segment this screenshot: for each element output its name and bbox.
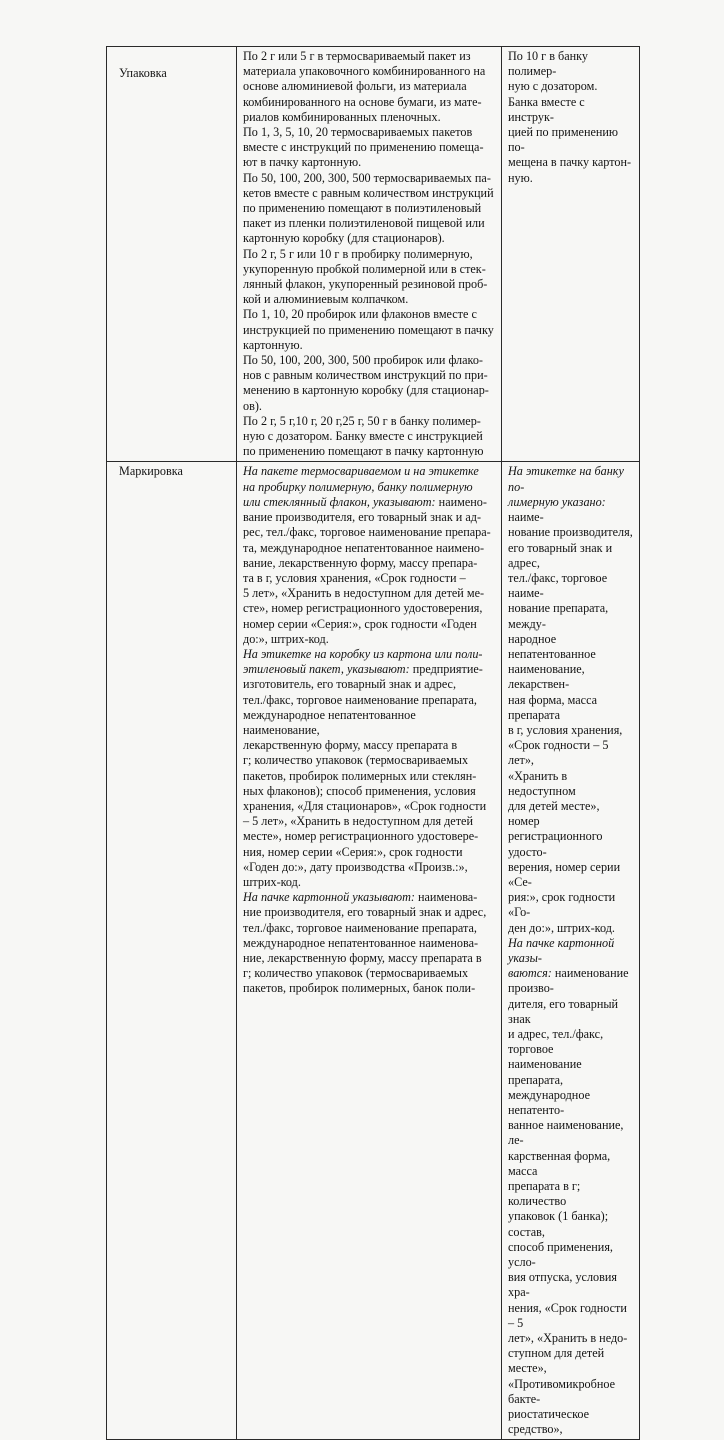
marking-text-line — [243, 647, 495, 662]
marking-side-line — [508, 464, 633, 494]
text-fragment: народное непатентованное — [508, 631, 596, 661]
text-fragment: «Противомикробное бакте- — [508, 1376, 616, 1406]
packaging-text-line: по применению помещают в полиэтиленовый — [243, 201, 482, 216]
italic-heading-fragment: или стеклянный флакон, указывают: — [243, 494, 436, 509]
marking-text-line — [243, 875, 495, 890]
text-fragment: наиме- — [508, 510, 544, 525]
text-fragment: регистрационного удосто- — [508, 829, 603, 859]
marking-side-line — [508, 1057, 633, 1087]
marking-text-line — [243, 799, 495, 814]
marking-side-line — [508, 1179, 633, 1209]
packaging-text-line: кетов вместе с равным количеством инструкций — [243, 185, 494, 200]
packaging-text-line: основе алюминиевой фольги, из материала — [243, 79, 467, 94]
marking-side-line — [508, 860, 633, 890]
marking-text-line — [243, 890, 495, 905]
packaging-text-line: материала упаковочного комбинированного на — [243, 64, 486, 79]
marking-text-line — [243, 738, 495, 753]
marking-side-line — [508, 890, 633, 920]
marking-side-line — [508, 1331, 633, 1346]
text-fragment: «Хранить в недоступном — [508, 768, 576, 798]
packaging-side-line: цией по применению по- — [508, 125, 619, 155]
marking-label: Маркировка — [119, 464, 183, 479]
text-fragment: штрих-код. — [243, 874, 301, 889]
marking-side-line — [508, 829, 633, 859]
text-fragment: ние производителя, его товарный знак и адрес, — [243, 905, 487, 920]
packaging-text-line: ную с дозатором. Банку вместе с инструкцией — [243, 429, 483, 444]
text-fragment: риостатическое средство», — [508, 1407, 590, 1437]
marking-text-line — [243, 510, 495, 525]
italic-heading-fragment: На пачке картонной указы- — [508, 935, 615, 965]
marking-text-line — [243, 586, 495, 601]
marking-text-line — [243, 951, 495, 966]
marking-side-line — [508, 769, 633, 799]
marking-side-line — [508, 723, 633, 738]
packaging-text-line: по применению помещают в пачку картонную — [243, 444, 484, 459]
packaging-text-line: По 1, 3, 5, 10, 20 термосвариваемых пакетов — [243, 125, 473, 140]
text-fragment: та в г, условия хранения, «Срок годности – — [243, 570, 466, 585]
packaging-main-cell — [237, 47, 502, 462]
marking-text-line — [243, 769, 495, 784]
marking-text-line — [243, 617, 495, 632]
text-fragment: рес, тел./факс, торговое наименование препара- — [243, 525, 491, 540]
packaging-text-line: лянный флакон, укупоренный резиновой проб- — [243, 277, 488, 292]
text-fragment: – 5 лет», «Хранить в недоступном для детей — [243, 814, 473, 829]
marking-side-line — [508, 921, 633, 936]
text-fragment: наименова- — [414, 890, 478, 905]
packaging-text-line: менению в картонную коробку (для стационар- — [243, 383, 489, 398]
packaging-text-line: инструкцией по применению помещают в пачку — [243, 322, 494, 337]
packaging-text-line: По 2 г, 5 г или 10 г в пробирку полимерную, — [243, 246, 473, 261]
marking-text-line — [243, 966, 495, 981]
packaging-text-line: По 50, 100, 200, 300, 500 термосвариваемых па- — [243, 170, 491, 185]
italic-heading-fragment: ваются: — [508, 966, 552, 981]
italic-heading-fragment: На этикетке на банку по- — [508, 464, 624, 494]
text-fragment: ванное наименование, ле- — [508, 1118, 624, 1148]
text-fragment: ние, лекарственную форму, массу препарата в — [243, 950, 482, 965]
marking-side-cell — [502, 462, 640, 1440]
marking-label-cell — [107, 462, 237, 1440]
text-fragment: международное непатентованное наименование, — [243, 707, 416, 737]
packaging-text-line: По 1, 10, 20 пробирок или флаконов вместе с — [243, 307, 477, 322]
italic-heading-fragment: лимерную указано: — [508, 494, 606, 509]
marking-text-line — [243, 632, 495, 647]
marking-main-text — [243, 464, 495, 996]
italic-heading-fragment: этиленовый пакет, указывают: — [243, 662, 410, 677]
text-fragment: тел./факс, торговое наименование препарата, — [243, 692, 477, 707]
text-fragment: верения, номер серии «Се- — [508, 859, 621, 889]
marking-side-line — [508, 1088, 633, 1118]
marking-side-line — [508, 1240, 633, 1270]
italic-heading-fragment: На этикетке на коробку из картона или поли- — [243, 646, 483, 661]
marking-side-text — [508, 464, 633, 1437]
text-fragment: ден до:», штрих-код. — [508, 920, 615, 935]
packaging-side-line: мещена в пачку картон- — [508, 155, 632, 170]
text-fragment: ная форма, масса препарата — [508, 692, 598, 722]
packaging-label: Упаковка — [119, 66, 167, 80]
text-fragment: номер серии «Серия:», срок годности «Годен — [243, 616, 477, 631]
packaging-side-text — [508, 49, 633, 186]
packaging-text-line: кой и алюминиевым колпачком. — [243, 292, 409, 307]
packaging-text-line: нов с равным количеством инструкций по при- — [243, 368, 488, 383]
marking-text-line — [243, 601, 495, 616]
text-fragment: г; количество упаковок (термосвариваемых — [243, 966, 469, 981]
marking-text-line — [243, 829, 495, 844]
marking-text-line — [243, 860, 495, 875]
marking-text-line — [243, 784, 495, 799]
marking-text-line — [243, 464, 495, 479]
packaging-text-line: укупоренную пробкой полимерной или в стек- — [243, 261, 486, 276]
text-fragment: хранения, «Для стационаров», «Срок годности — [243, 798, 487, 813]
marking-text-line — [243, 556, 495, 571]
marking-text-line — [243, 921, 495, 936]
marking-side-line — [508, 632, 633, 662]
marking-side-line — [508, 997, 633, 1027]
marking-text-line — [243, 571, 495, 586]
marking-side-line — [508, 541, 633, 571]
marking-text-line — [243, 814, 495, 829]
marking-side-line — [508, 799, 633, 829]
text-fragment: карственная форма, масса — [508, 1148, 611, 1178]
text-fragment: ступном для детей месте», — [508, 1346, 605, 1376]
text-fragment: наимено- — [435, 494, 487, 509]
text-fragment: тел./факс, торговое наиме- — [508, 570, 608, 601]
packaging-side-line: ную с дозатором. — [508, 79, 598, 94]
text-fragment: нование производителя, — [508, 525, 633, 540]
marking-side-line — [508, 1149, 633, 1179]
packaging-side-cell — [502, 47, 640, 462]
text-fragment: «Годен до:», дату производства «Произв.:», — [243, 859, 468, 874]
marking-side-line — [508, 693, 633, 723]
packaging-text-line: ов). — [243, 398, 262, 413]
text-fragment: упаковок (1 банка); состав, — [508, 1209, 609, 1239]
text-fragment: пакетов, пробирок полимерных, банок поли- — [243, 981, 476, 996]
text-fragment: тел./факс, торговое наименование препарата, — [243, 920, 477, 935]
text-fragment: вание производителя, его товарный знак и ад- — [243, 510, 482, 525]
text-fragment: сте», номер регистрационного удостоверения, — [243, 601, 483, 616]
marking-side-line — [508, 1027, 633, 1057]
marking-side-line — [508, 495, 633, 525]
marking-side-line — [508, 1301, 633, 1331]
marking-text-line — [243, 845, 495, 860]
text-fragment: та, международное непатентованное наимено- — [243, 540, 485, 555]
marking-side-line — [508, 525, 633, 540]
text-fragment: его товарный знак и адрес, — [508, 540, 613, 570]
text-fragment: наименование препарата, — [508, 1057, 582, 1087]
packaging-text-line: пакет из пленки полиэтиленовой пищевой или — [243, 216, 485, 231]
packaging-side-line: ную. — [508, 170, 533, 185]
marking-side-line — [508, 1377, 633, 1407]
marking-text-line — [243, 905, 495, 920]
marking-text-line — [243, 708, 495, 738]
text-fragment: рия:», срок годности «Го- — [508, 890, 616, 920]
marking-side-line — [508, 936, 633, 966]
text-fragment: вание, лекарственную форму, массу препара- — [243, 555, 478, 570]
marking-text-line — [243, 495, 495, 510]
marking-side-line — [508, 966, 633, 996]
packaging-text-line: картонную. — [243, 337, 303, 352]
italic-heading-fragment: На пачке картонной указывают: — [243, 890, 415, 905]
packaging-row — [107, 47, 640, 462]
text-fragment: и адрес, тел./факс, торговое — [508, 1027, 604, 1057]
marking-text-line — [243, 480, 495, 495]
packaging-text-line: комбинированного на основе бумаги, из мате- — [243, 94, 482, 109]
text-fragment: лет», «Хранить в недо- — [508, 1331, 628, 1346]
marking-row — [107, 462, 640, 1440]
packaging-text-line: По 2 г, 5 г,10 г, 20 г,25 г, 50 г в банку полимер- — [243, 413, 481, 428]
marking-side-line — [508, 571, 633, 601]
text-fragment: изготовитель, его товарный знак и адрес, — [243, 677, 457, 692]
text-fragment: международное непатентованное наименова- — [243, 935, 479, 950]
marking-side-line — [508, 1270, 633, 1300]
packaging-text-line: вместе с инструкций по применению помеща- — [243, 140, 484, 155]
marking-text-line — [243, 662, 495, 677]
marking-side-line — [508, 738, 633, 768]
packaging-text-line: картонную коробку (для стационаров). — [243, 231, 445, 246]
marking-text-line — [243, 525, 495, 540]
text-fragment: пакетов, пробирок полимерных или стеклян- — [243, 768, 477, 783]
text-fragment: ния, номер серии «Серия:», срок годности — [243, 844, 463, 859]
marking-text-line — [243, 981, 495, 996]
packaging-text-line: риалов комбинированных пленочных. — [243, 109, 441, 124]
packaging-text-line: ют в пачку картонную. — [243, 155, 362, 170]
marking-side-line — [508, 662, 633, 692]
text-fragment: нование препарата, между- — [508, 601, 609, 631]
marking-text-line — [243, 753, 495, 768]
text-fragment: наименование произво- — [508, 966, 629, 996]
marking-side-line — [508, 1346, 633, 1376]
marking-text-line — [243, 936, 495, 951]
text-fragment: наименование, лекарствен- — [508, 662, 585, 692]
spec-table — [106, 46, 640, 1440]
text-fragment: «Срок годности – 5 лет», — [508, 738, 609, 768]
marking-main-cell — [237, 462, 502, 1440]
text-fragment: 5 лет», «Хранить в недоступном для детей ме- — [243, 586, 485, 601]
packaging-side-line: Банка вместе с инструк- — [508, 94, 585, 124]
marking-side-line — [508, 1209, 633, 1239]
text-fragment: вия отпуска, условия хра- — [508, 1270, 618, 1300]
text-fragment: для детей месте», номер — [508, 798, 600, 829]
text-fragment: способ применения, усло- — [508, 1239, 613, 1270]
packaging-label-cell — [107, 47, 237, 462]
text-fragment: до:», штрих-код. — [243, 631, 329, 646]
text-fragment: ных флаконов); способ применения, условия — [243, 783, 476, 798]
text-fragment: месте», номер регистрационного удостовере- — [243, 829, 479, 844]
marking-side-line — [508, 601, 633, 631]
text-fragment: лекарственную форму, массу препарата в — [243, 738, 458, 753]
marking-side-line — [508, 1407, 633, 1437]
text-fragment: международное непатенто- — [508, 1087, 590, 1118]
marking-side-line — [508, 1118, 633, 1148]
text-fragment: препарата в г; количество — [508, 1179, 581, 1209]
packaging-text-line: По 50, 100, 200, 300, 500 пробирок или флако- — [243, 353, 483, 368]
italic-heading-fragment: на пробирку полимерную, банку полимерную — [243, 479, 473, 494]
marking-text-line — [243, 677, 495, 692]
text-fragment: нения, «Срок годности – 5 — [508, 1300, 627, 1330]
packaging-side-line: По 10 г в банку полимер- — [508, 49, 588, 79]
marking-text-line — [243, 693, 495, 708]
packaging-main-text — [243, 49, 495, 459]
text-fragment: дителя, его товарный знак — [508, 996, 619, 1026]
text-fragment: в г, условия хранения, — [508, 722, 623, 737]
italic-heading-fragment: На пакете термосвариваемом и на этикетке — [243, 464, 479, 479]
text-fragment: г; количество упаковок (термосвариваемых — [243, 753, 469, 768]
packaging-text-line: По 2 г или 5 г в термосвариваемый пакет из — [243, 49, 471, 63]
marking-text-line — [243, 541, 495, 556]
text-fragment: предприятие- — [409, 662, 483, 677]
